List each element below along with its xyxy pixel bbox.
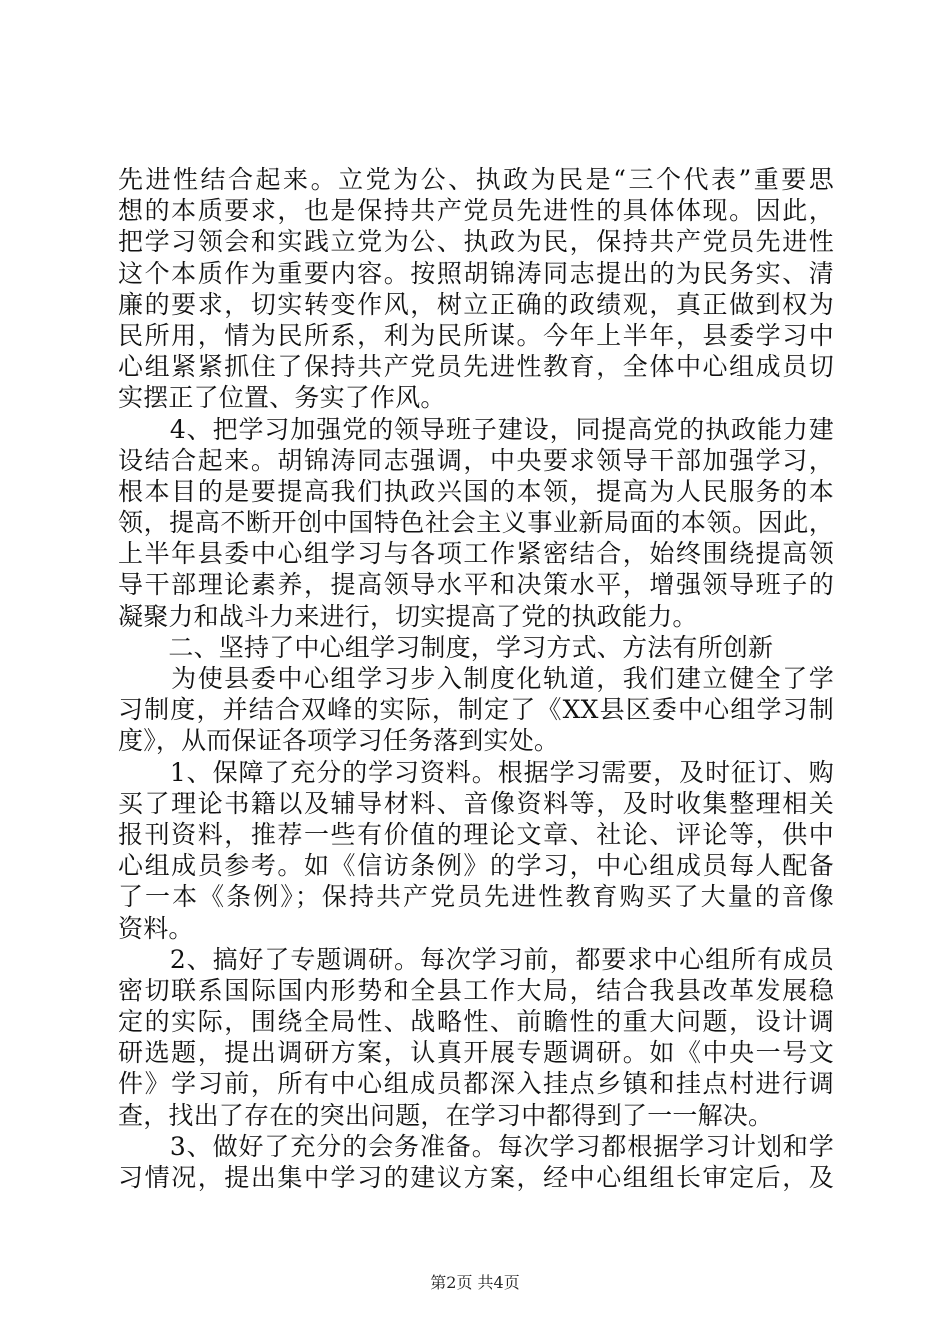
- text-line: 1、保障了充分的学习资料。根据学习需要，及时征订、购: [118, 757, 834, 787]
- text-line: 习情况，提出集中学习的建议方案，经中心组组长审定后，及: [118, 1163, 834, 1192]
- text-line: 想的本质要求，也是保持共产党员先进性的具体体现。因此，: [118, 196, 834, 226]
- text-line: 研选题，提出调研方案，认真开展专题调研。如《中央一号文: [118, 1038, 834, 1068]
- text-line: 为使县委中心组学习步入制度化轨道，我们建立健全了学: [118, 664, 834, 693]
- text-line: 2、搞好了专题调研。每次学习前，都要求中心组所有成员: [118, 944, 834, 974]
- text-line: 设结合起来。胡锦涛同志强调，中央要求领导干部加强学习，: [118, 445, 834, 475]
- text-line: 了一本《条例》；保持共产党员先进性教育购买了大量的音像: [118, 882, 834, 912]
- text-line: 心组成员参考。如《信访条例》的学习，中心组成员每人配备: [118, 851, 834, 881]
- text-line: 习制度，并结合双峰的实际，制定了《XX县区委中心组学习制: [118, 695, 834, 725]
- text-line: 廉的要求，切实转变作风，树立正确的政绩观，真正做到权为: [118, 289, 834, 319]
- text-line: 这个本质作为重要内容。按照胡锦涛同志提出的为民务实、清: [118, 258, 834, 288]
- text-line: 先进性结合起来。立党为公、执政为民是“三个代表”重要思: [118, 165, 834, 194]
- text-line: 度》，从而保证各项学习任务落到实处。: [118, 726, 560, 756]
- text-line: 件》学习前，所有中心组成员都深入挂点乡镇和挂点村进行调: [118, 1069, 834, 1099]
- text-line: 把学习领会和实践立党为公、执政为民，保持共产党员先进性: [118, 227, 834, 257]
- text-line: 凝聚力和战斗力来进行，切实提高了党的执政能力。: [118, 601, 698, 631]
- text-line: 民所用，情为民所系，利为民所谋。今年上半年，县委学习中: [118, 320, 834, 350]
- text-line: 买了理论书籍以及辅导材料、音像资料等，及时收集整理相关: [118, 788, 834, 818]
- text-line: 4、把学习加强党的领导班子建设，同提高党的执政能力建: [118, 414, 834, 444]
- document-body: [118, 164, 834, 1193]
- text-line: 定的实际，围绕全局性、战略性、前瞻性的重大问题，设计调: [118, 1007, 834, 1037]
- text-line: 导干部理论素养，提高领导水平和决策水平，增强领导班子的: [118, 570, 834, 600]
- page-footer: 第2页 共4页: [430, 1273, 520, 1292]
- text-line: 资料。: [118, 913, 194, 943]
- text-line: 3、做好了充分的会务准备。每次学习都根据学习计划和学: [118, 1131, 834, 1161]
- text-line: 领，提高不断开创中国特色社会主义事业新局面的本领。因此，: [118, 508, 834, 538]
- text-line: 实摆正了位置、务实了作风。: [118, 383, 446, 413]
- text-line: 二、坚持了中心组学习制度，学习方式、方法有所创新: [118, 632, 774, 662]
- text-line: 报刊资料，推荐一些有价值的理论文章、社论、评论等，供中: [118, 819, 834, 849]
- text-line: 心组紧紧抓住了保持共产党员先进性教育，全体中心组成员切: [118, 352, 834, 382]
- text-line: 根本目的是要提高我们执政兴国的本领，提高为人民服务的本: [118, 476, 834, 506]
- text-line: 查，找出了存在的突出问题，在学习中都得到了一一解决。: [118, 1100, 774, 1130]
- text-line: 上半年县委中心组学习与各项工作紧密结合，始终围绕提高领: [118, 539, 834, 569]
- text-line: 密切联系国际国内形势和全县工作大局，结合我县改革发展稳: [118, 975, 834, 1005]
